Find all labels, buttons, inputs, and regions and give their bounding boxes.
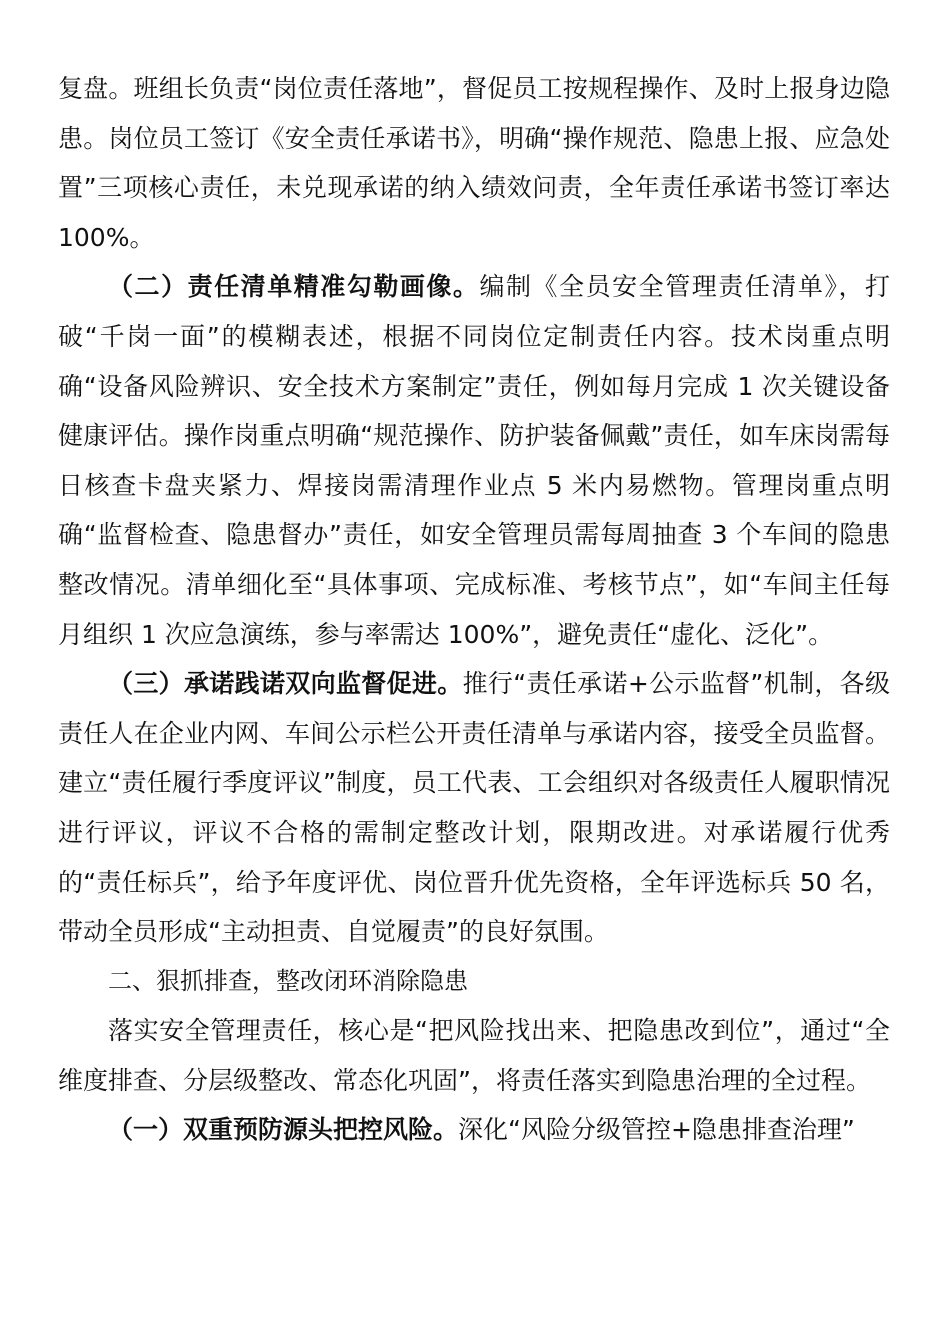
document-page: [58, 64, 890, 1155]
section-heading: 二、狠抓排查，整改闭环消除隐患: [108, 966, 468, 995]
paragraph-text: 深化“风险分级管控+隐患排查治理”: [458, 1115, 855, 1145]
paragraph-lead: （二）责任清单精准勾勒画像。: [108, 272, 480, 302]
paragraph-dual-prevention: [58, 1105, 890, 1155]
section-intro: 落实安全管理责任，核心是“把风险找出来、把隐患改到位”，通过“全维度排查、分层级整改、常态化巩固”，将责任落实到隐患治理的全过程。: [58, 1016, 890, 1095]
paragraph-responsibility-list: [58, 262, 890, 659]
paragraph-continuation: [58, 64, 890, 262]
paragraph-text: 推行“责任承诺+公示监督”机制，各级责任人在企业内网、车间公示栏公开责任清单与承诺内容，接受全员监督。建立“责任履行季度评议”制度，员工代表、工会组织对各级责任人履职情况进行评议，评议不合格的需制定整改计划，限期改进。对承诺履行优秀的“责任标兵”，给予年度评优、岗位晋升优先资格，全年评选标兵 50 名，带动全员形成“主动担责、自觉履责”的良好氛围。: [58, 669, 890, 947]
paragraph-lead: （一）双重预防源头把控风险。: [108, 1115, 459, 1145]
paragraph-lead: （三）承诺践诺双向监督促进。: [108, 669, 463, 699]
paragraph-text: 复盘。班组长负责“岗位责任落地”，督促员工按规程操作、及时上报身边隐患。岗位员工签订《安全责任承诺书》，明确“操作规范、隐患上报、应急处置”三项核心责任，未兑现承诺的纳入绩效问责，全年责任承诺书签订率达 100%。: [58, 74, 890, 252]
paragraph-commitment-supervision: [58, 659, 890, 957]
paragraph-text: 编制《全员安全管理责任清单》，打破“千岗一面”的模糊表述，根据不同岗位定制责任内容。技术岗重点明确“设备风险辨识、安全技术方案制定”责任，例如每月完成 1 次关键设备健康评估。操作岗重点明确“规范操作、防护装备佩戴”责任，如车床岗需每日核查卡盘夹紧力、焊接岗需清理作业点 5 米内易燃物。管理岗重点明确“监督检查、隐患督办”责任，如安全管理员需每周抽查 3 个车间的隐患整改情况。清单细化至“具体事项、完成标准、考核节点”，如“车间主任每月组织 1 次应急演练，参与率需达 100%”，避免责任“虚化、泛化”。: [58, 272, 890, 649]
